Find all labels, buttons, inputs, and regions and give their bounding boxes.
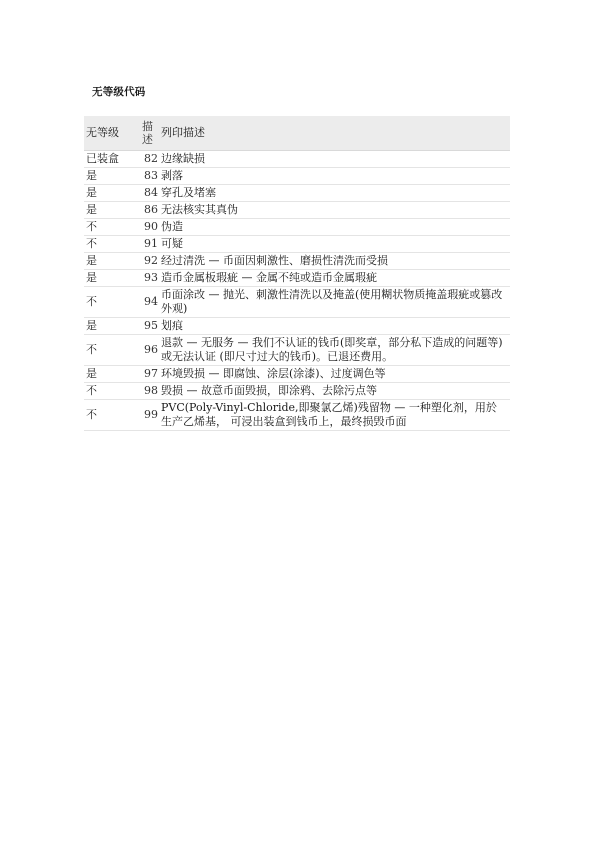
row-code: 93 — [142, 270, 161, 287]
row-code: 83 — [142, 168, 161, 185]
row-description: 剥落 — [161, 168, 510, 185]
table-row — [84, 168, 510, 185]
row-status: 是 — [84, 253, 142, 270]
row-description: 币面涂改 — 抛光、刺激性清洗以及掩盖(使用糊状物质掩盖瑕疵或篡改外观) — [161, 287, 510, 318]
table-row — [84, 383, 510, 400]
row-code: 86 — [142, 202, 161, 219]
table-row — [84, 202, 510, 219]
row-description: 环境毁损 — 即腐蚀、涂层(涂漆)、过度调色等 — [161, 366, 510, 383]
row-description: 穿孔及堵塞 — [161, 185, 510, 202]
row-description: 伪造 — [161, 219, 510, 236]
row-status: 是 — [84, 168, 142, 185]
header-code-label: 描述 — [142, 120, 153, 146]
row-description: 无法核实其真伪 — [161, 202, 510, 219]
row-description: 退款 — 无服务 — 我们不认证的钱币(即奖章，部分私下造成的问题等)或无法认证 (即尺寸过大的钱币)。已退还费用。 — [161, 335, 510, 366]
row-description: 造币金属板瑕疵 — 金属不纯或造币金属瑕疵 — [161, 270, 510, 287]
table-row — [84, 185, 510, 202]
table-header-row — [84, 116, 510, 151]
row-status: 已装盒 — [84, 151, 142, 168]
table-row — [84, 270, 510, 287]
row-code: 90 — [142, 219, 161, 236]
row-code: 96 — [142, 335, 161, 366]
table-row — [84, 400, 510, 431]
table-row — [84, 253, 510, 270]
row-code: 91 — [142, 236, 161, 253]
row-code: 84 — [142, 185, 161, 202]
row-code: 97 — [142, 366, 161, 383]
table-row — [84, 287, 510, 318]
header-description: 列印描述 — [161, 116, 510, 151]
row-status: 是 — [84, 270, 142, 287]
table-row — [84, 219, 510, 236]
row-status: 不 — [84, 383, 142, 400]
row-status: 是 — [84, 318, 142, 335]
header-code — [142, 116, 161, 151]
row-description: PVC(Poly-Vinyl-Chloride,即聚氯乙烯)残留物 — 一种塑化剂，用於生产乙烯基， 可浸出装盒到钱币上，最终损毁币面 — [161, 400, 510, 431]
row-code: 82 — [142, 151, 161, 168]
table-row — [84, 318, 510, 335]
row-status: 不 — [84, 287, 142, 318]
row-code: 98 — [142, 383, 161, 400]
row-description: 可疑 — [161, 236, 510, 253]
row-status: 不 — [84, 236, 142, 253]
row-code: 94 — [142, 287, 161, 318]
table-row — [84, 151, 510, 168]
table-row — [84, 366, 510, 383]
row-description: 毁损 — 故意币面毁损，即涂鸦、去除污点等 — [161, 383, 510, 400]
row-status: 不 — [84, 335, 142, 366]
row-status: 是 — [84, 185, 142, 202]
table-row — [84, 236, 510, 253]
row-code: 99 — [142, 400, 161, 431]
row-description: 经过清洗 — 币面因刺激性、磨损性清洗而受损 — [161, 253, 510, 270]
row-description: 划痕 — [161, 318, 510, 335]
row-status: 不 — [84, 400, 142, 431]
row-code: 95 — [142, 318, 161, 335]
row-status: 不 — [84, 219, 142, 236]
row-status: 是 — [84, 366, 142, 383]
row-status: 是 — [84, 202, 142, 219]
table-row — [84, 335, 510, 366]
row-code: 92 — [142, 253, 161, 270]
header-status: 无等级 — [84, 116, 142, 151]
row-description: 边缘缺损 — [161, 151, 510, 168]
page-title: 无等级代码 — [92, 86, 146, 98]
grade-code-table — [84, 116, 510, 431]
